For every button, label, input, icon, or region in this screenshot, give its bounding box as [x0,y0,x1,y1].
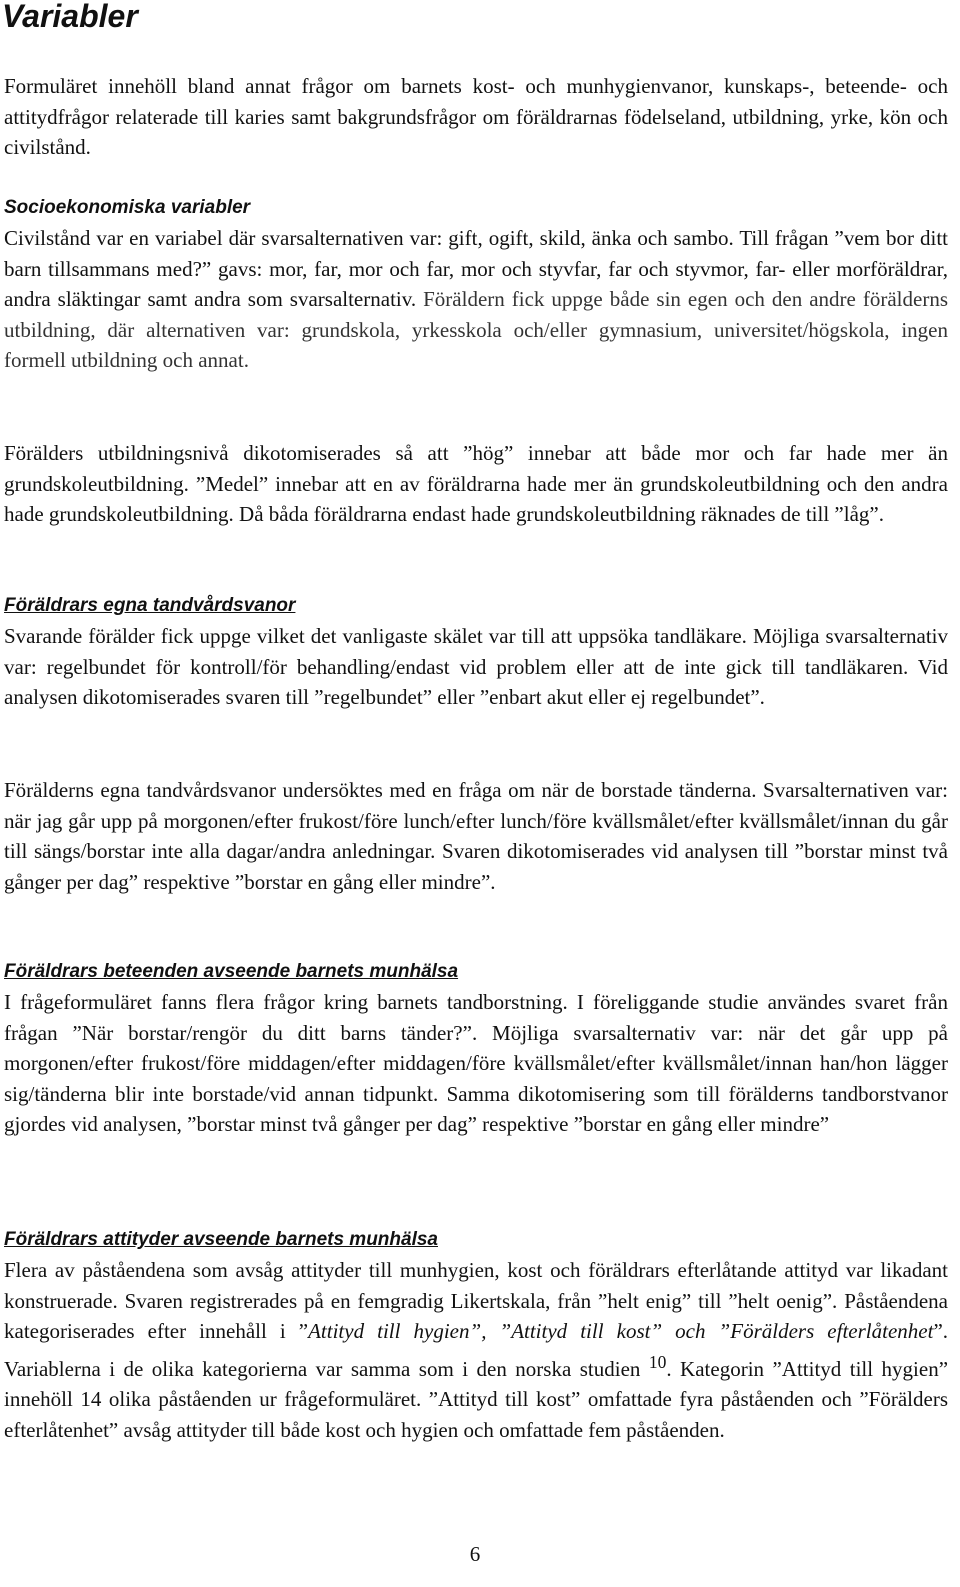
parents-dental-habits-section [4,591,948,713]
parents-behaviour-paragraph: I frågeformuläret fanns flera frågor kring barnets tandborstning. I föreliggande studie användes svaret från frågan ”När borstar/rengör du ditt barns tänder?”. Möjliga svarsalternativ var: när det går upp på morgonen/efter frukost/före middagen/efter middagen/före kvällsmålet/efter kvällsmålet/innan han/hon lägger sig/tänderna blir inte borstade/vid annan tidpunkt. Samma dikotomisering som till förälderns tandborstvanor gjordes vid analysen, ”borstar minst två gånger per dag” respektive ”borstar en gång eller mindre” [4,990,948,1136]
attitude-separator-2: ” och ” [650,1319,731,1343]
attitude-category-diet: Attityd till kost [511,1319,651,1343]
attitude-text-b: ”. Variablerna i de olika kategorierna var samma som i den norska studien [4,1319,949,1381]
attitude-separator-1: ”, ” [469,1319,512,1343]
socioeconomic-section [4,193,948,376]
parents-behaviour-section [4,957,948,1140]
parents-dental-habits-paragraph-1: Svarande förälder fick uppge vilket det vanligaste skälet var till att uppsöka tandläkare. Möjliga svarsalternativ var: regelbundet för kontroll/för behandling/endast vid problem eller att de inte gick till tandläkaren. Vid analysen dikotomiserades svaren till ”regelbundet” eller ”enbart akut eller ej regelbundet”. [4,624,948,709]
education-paragraph: Förälders utbildningsnivå dikotomiserades så att ”hög” innebar att både mor och far hade mer än grundskoleutbildning. ”Medel” innebar att en av föräldrarna hade mer än grundskoleutbildning och den andra hade grundskoleutbildning. Då båda föräldrarna endast hade grundskoleutbildning räknades de till ”låg”. [4,441,948,526]
reference-superscript: 10 [648,1351,667,1372]
parents-attitude-paragraph [4,1255,948,1445]
socioeconomic-heading: Socioekonomiska variabler [4,197,251,218]
attitude-category-hygiene: Attityd till hygien [308,1319,470,1343]
brushing-habits-block [4,775,948,897]
parents-attitude-heading: Föräldrars attityder avseende barnets munhälsa [4,1229,438,1250]
socioeconomic-text-a: Civilstånd var en variabel där svarsalternativen var: gift, ogift, skild, änka och sambo. Till frågan ”vem bor ditt barn tillsammans med?” gavs: mor, far, mor och far, mor och styvfar, far och styvmor, far- eller morföräldrar, andra släktingar samt andra som svarsalternativ. [4,226,948,311]
parents-attitude-section [4,1225,948,1445]
brushing-habits-paragraph: Förälderns egna tandvårdsvanor undersöktes med en fråga om när de borstade tänderna. Svarsalternativen var: när jag går upp på morgonen/efter frukost/före lunch/efter lunch/före kvällsmålet/efter kvällsmålet/innan du går till sängs/borstar inte alla dagar/andra anledningar. Svaren dikotomiserades vid analysen till ”borstar minst två gånger per dag” respektive ”borstar en gång eller mindre”. [4,778,948,894]
page-number: 6 [469,1542,481,1566]
attitude-text-a: Flera av påståendena som avsåg attityder till munhygien, kost och föräldrars efterlåtande attityd var likadant konstruerade. Svaren registrerades på en femgradig Likertskala, från ”helt enig” till ”helt oenig”. Påståendena kategoriserades efter innehåll i ” [4,1258,948,1343]
socioeconomic-text-b: Föräldern fick uppge både sin egen och den andre förälderns utbildning, där alternativen var: grundskola, yrkesskola och/eller gymnasium, universitet/högskola, ingen formell utbildning och annat. [4,287,948,372]
attitude-category-permissiveness: Förälders efterlåtenhet [730,1319,934,1343]
attitude-text-c: . Kategorin ”Attityd till hygien” innehöll 14 olika påståenden ur frågeformuläret. ”Attityd till kost” omfattade fyra påståenden och ”Förälders efterlåtenhet” avsåg attityder till både kost och hygien och omfattade fem påståenden. [4,1356,949,1442]
intro-section [4,71,948,163]
education-paragraph-block [4,438,948,530]
parents-behaviour-heading: Föräldrars beteenden avseende barnets munhälsa [4,961,459,982]
page-title: Variabler [2,0,138,34]
socioeconomic-paragraph-1 [4,223,948,376]
intro-paragraph: Formuläret innehöll bland annat frågor om barnets kost- och munhygienvanor, kunskaps-, beteende- och attitydfrågor relaterade till karies samt bakgrundsfrågor om föräldrarnas födelseland, utbildning, yrke, kön och civilstånd. [4,74,948,159]
parents-dental-habits-heading: Föräldrars egna tandvårdsvanor [4,595,296,616]
